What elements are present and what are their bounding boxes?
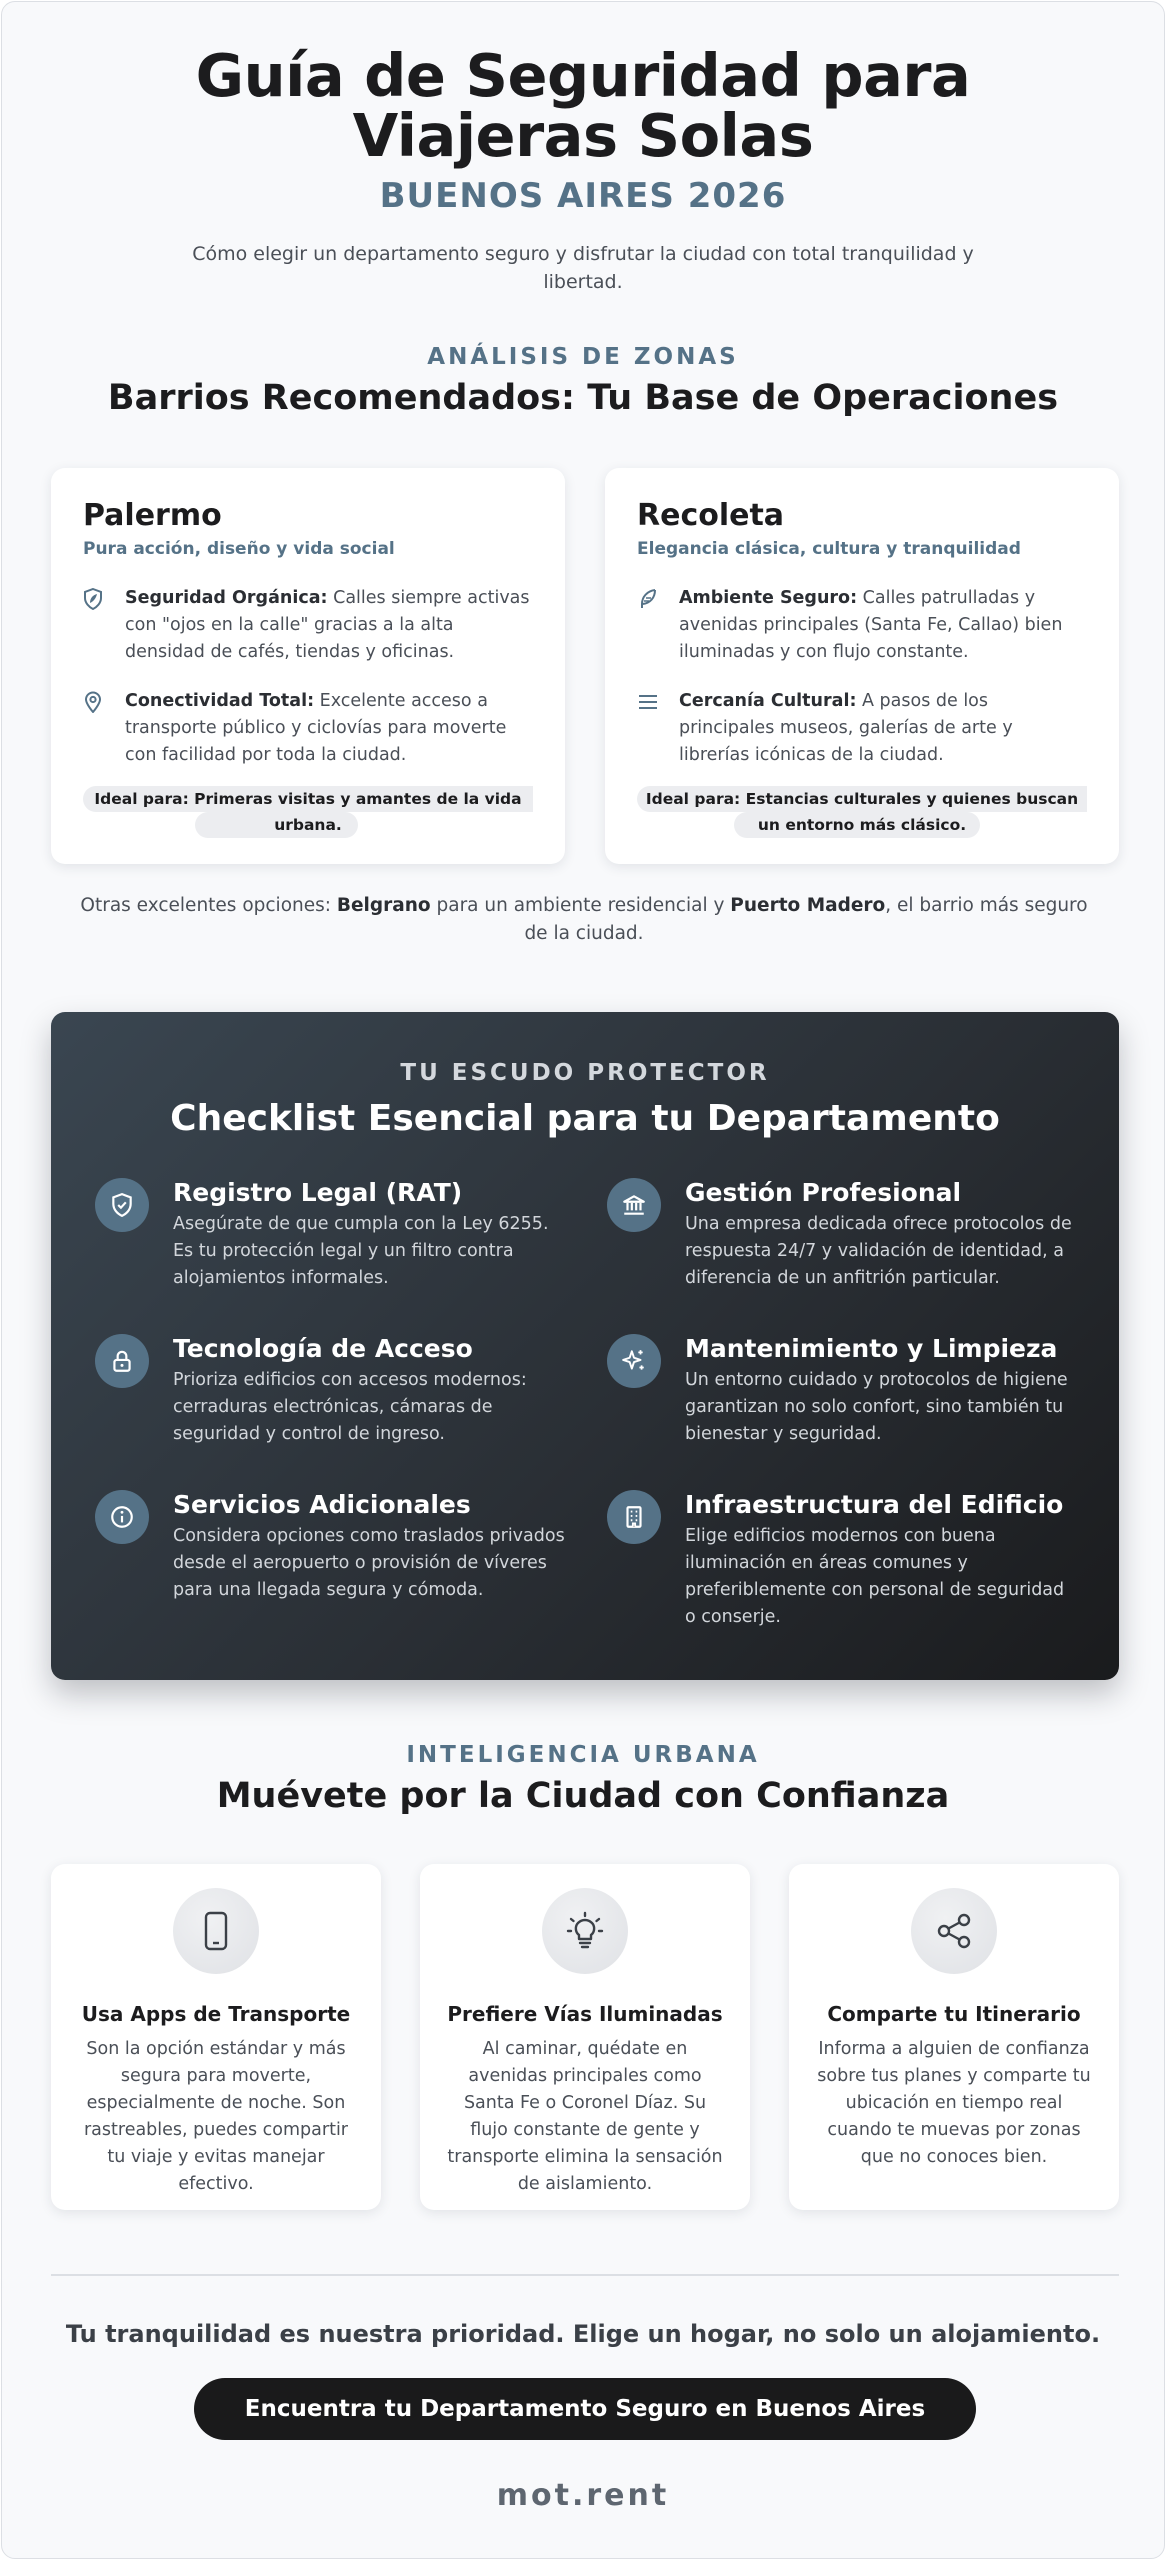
checklist-item-title: Gestión Profesional [685,1178,962,1207]
info-icon [95,1490,149,1544]
zone-card-recoleta [605,468,1119,864]
checklist-item-title: Infraestructura del Edificio [685,1490,1064,1519]
feature-label: Conectividad Total: [125,691,315,711]
checklist-item-text: Prioriza edificios con accesos modernos: cerraduras electrónicas, cámaras de seguridad y control de ingreso. [173,1370,527,1444]
urban-header [2,1742,1164,1816]
others-mid: para un ambiente residencial y [430,895,731,916]
zone-feature [83,688,533,769]
zone-feature [83,585,533,666]
bank-icon [607,1178,661,1232]
other-options-note [72,892,1096,948]
hero [2,41,1164,296]
tip-title: Prefiere Vías Iluminadas [447,2002,723,2026]
page-subtitle: BUENOS AIRES 2026 [379,176,787,216]
checklist-panel [51,1012,1119,1680]
tip-card [789,1864,1119,2210]
checklist-title: Checklist Esencial para tu Departamento [170,1098,1000,1139]
page-title: Guía de Seguridad para Viajeras Solas [195,41,971,170]
tip-title: Usa Apps de Transporte [81,2002,351,2026]
lines-icon [637,688,663,769]
checklist-item-text: Considera opciones como traslados privados desde el aeropuerto o provisión de víveres para una llegada segura y cómoda. [173,1526,565,1600]
checklist-item-title: Registro Legal (RAT) [173,1178,463,1207]
tip-card [51,1864,381,2210]
feature-label: Ambiente Seguro: [679,588,858,608]
checklist-eyebrow: TU ESCUDO PROTECTOR [400,1060,770,1086]
ideal-for-text: Ideal para: Primeras visitas y amantes de la vida urbana. [94,790,522,834]
zone-tagline: Elegancia clásica, cultura y tranquilidad [637,539,1021,559]
shield-check-icon [95,1178,149,1232]
checklist-item-title: Tecnología de Acceso [173,1334,473,1363]
lightbulb-icon [542,1888,628,1974]
smartphone-icon [173,1888,259,1974]
zones-title: Barrios Recomendados: Tu Base de Operaciones [107,378,1059,418]
zone-name: Recoleta [637,498,785,533]
checklist-item [95,1178,565,1292]
zone-feature [637,688,1087,769]
others-puerto-madero: Puerto Madero [730,895,886,916]
zones-header [2,344,1164,418]
tip-card [420,1864,750,2210]
checklist-item-text: Asegúrate de que cumpla con la Ley 6255. Es tu protección legal y un filtro contra alojamientos informales. [173,1214,549,1288]
feature-text: Excelente acceso a transporte público y ciclovías para moverte con facilidad por toda la ciudad. [125,691,507,765]
feature-label: Cercanía Cultural: [679,691,857,711]
sparkles-icon [607,1334,661,1388]
zone-name: Palermo [83,498,222,533]
checklist-item-text: Elige edificios modernos con buena iluminación en áreas comunes y preferiblemente con personal de seguridad o conserje. [685,1526,1065,1627]
map-pin-icon [83,688,109,769]
checklist-item-title: Mantenimiento y Limpieza [685,1334,1058,1363]
zones-eyebrow: ANÁLISIS DE ZONAS [427,344,739,370]
ideal-for-pill [83,786,533,838]
checklist-item-text: Una empresa dedicada ofrece protocolos de respuesta 24/7 y validación de identidad, a diferencia de un anfitrión particular. [685,1214,1072,1288]
tip-text: Son la opción estándar y más segura para moverte, especialmente de noche. Son rastreables, puedes compartir tu viaje y evitas manejar efectivo. [83,2039,349,2194]
tip-title: Comparte tu Itinerario [827,2002,1081,2026]
closing-statement: Tu tranquilidad es nuestra prioridad. Elige un hogar, no solo un alojamiento. [65,2320,1101,2348]
divider [51,2274,1119,2276]
feature-text: Calles siempre activas con "ojos en la calle" gracias a la alta densidad de cafés, tiendas y oficinas. [125,588,530,662]
shield-leaf-icon [83,585,109,666]
feature-text: A pasos de los principales museos, galerías de arte y librerías icónicas de la ciudad. [679,691,1013,765]
zone-card-palermo [51,468,565,864]
ideal-for-text: Ideal para: Estancias culturales y quienes buscan un entorno más clásico. [645,790,1079,834]
urban-eyebrow: INTELIGENCIA URBANA [406,1742,760,1768]
brand-logo: mot.rent [496,2478,670,2513]
others-suffix: , el barrio más seguro de la ciudad. [524,895,1088,944]
feature-label: Seguridad Orgánica: [125,588,328,608]
ideal-for-pill [637,786,1087,838]
zone-tagline: Pura acción, diseño y vida social [83,539,395,559]
building-icon [607,1490,661,1544]
others-prefix: Otras excelentes opciones: [80,895,337,916]
checklist-item [95,1334,565,1448]
feature-text: Calles patrulladas y avenidas principales (Santa Fe, Callao) bien iluminadas y con flujo constante. [679,588,1063,662]
checklist-item-text: Un entorno cuidado y protocolos de higiene garantizan no solo confort, sino también tu bienestar y seguridad. [685,1370,1068,1444]
checklist-item [607,1178,1077,1292]
checklist-item [607,1334,1077,1448]
feather-icon [637,585,663,666]
zone-feature [637,585,1087,666]
others-belgrano: Belgrano [336,895,431,916]
find-apartment-button[interactable]: Encuentra tu Departamento Seguro en Buenos Aires [194,2378,976,2440]
hero-description: Cómo elegir un departamento seguro y disfrutar la ciudad con total tranquilidad y libertad. [192,243,974,293]
page [1,1,1165,2559]
checklist-item [95,1490,565,1604]
share-icon [911,1888,997,1974]
checklist-item [607,1490,1077,1631]
tip-text: Informa a alguien de confianza sobre tus planes y comparte tu ubicación en tiempo real cuando te muevas por zonas que no conoces bien. [817,2039,1091,2167]
lock-icon [95,1334,149,1388]
urban-title: Muévete por la Ciudad con Confianza [216,1776,950,1816]
tip-text: Al caminar, quédate en avenidas principales como Santa Fe o Coronel Díaz. Su flujo constante de gente y transporte elimina la sensación de aislamiento. [447,2039,723,2194]
checklist-item-title: Servicios Adicionales [173,1490,471,1519]
